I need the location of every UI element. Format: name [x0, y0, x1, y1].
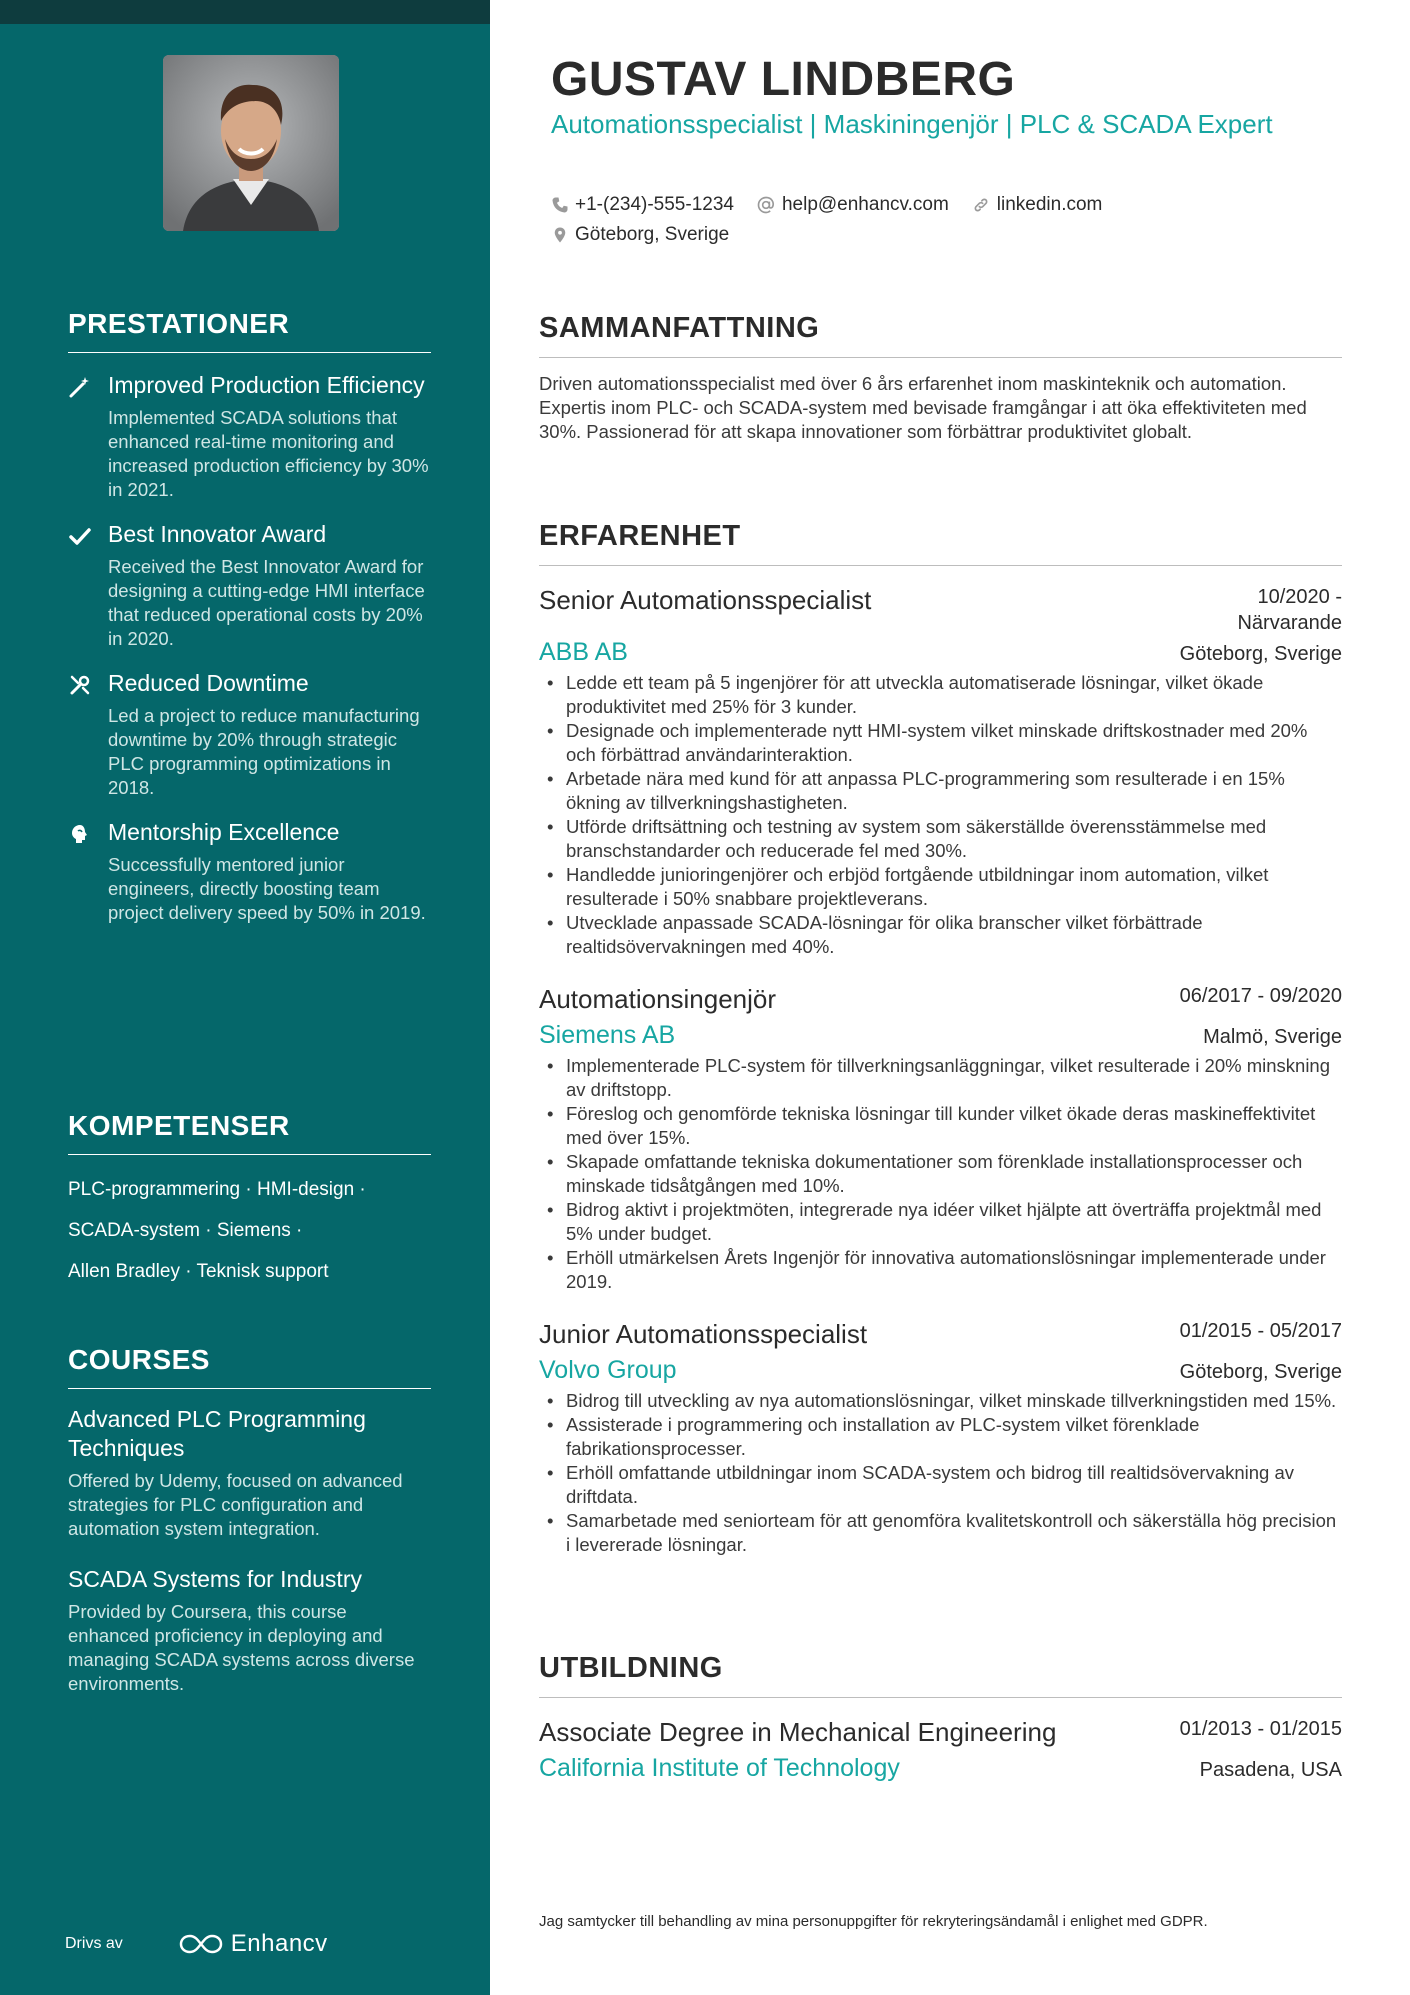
link-icon: [971, 195, 991, 215]
job-bullet: • Erhöll omfattande utbildningar inom SCADA-system och bidrog till realtidsövervakning av driftdata.: [539, 1461, 1342, 1509]
contact-row-location: [551, 224, 1251, 246]
course-title: SCADA Systems for Industry: [68, 1566, 362, 1592]
job-bullet: • Samarbetade med seniorteam för att genomföra kvalitetskontroll och säkerställa hög precision i levererade lösningar.: [539, 1509, 1342, 1557]
job-title: Junior Automationsspecialist: [539, 1319, 868, 1349]
achievement-item: [68, 818, 431, 925]
achievement-description: Led a project to reduce manufacturing downtime by 20% through strategic PLC programming optimizations in 2018.: [108, 705, 420, 798]
summary-section: [539, 312, 1342, 444]
job-date: 01/2015 - 05/2017: [1179, 1320, 1342, 1342]
gdpr-consent: Jag samtycker till behandling av mina personuppgifter för rekryteringsändamål i enlighet med GDPR.: [539, 1913, 1208, 1930]
summary-text: Driven automationsspecialist med över 6 års erfarenhet inom maskinteknik och automation. Expertis inom PLC- och SCADA-system med bevisade framgångar i att öka effektiviteten med 30%. Passionerad för att skapa innovationer som förbättrar produktivitet globalt.: [539, 373, 1307, 442]
sidebar: [0, 0, 490, 1995]
courses-section: [68, 1344, 431, 1696]
achievement-item: [68, 371, 431, 502]
location-text: Göteborg, Sverige: [575, 224, 730, 245]
job-bullet: • Assisterade i programmering och installation av PLC-system vilket förenklade fabrikationsprocesser.: [539, 1413, 1342, 1461]
education-section: [539, 1652, 1342, 1783]
achievement-title: Improved Production Efficiency: [108, 372, 425, 398]
avatar-illustration: [163, 55, 339, 231]
course-description: Offered by Udemy, focused on advanced strategies for PLC configuration and automation system integration.: [68, 1470, 403, 1539]
checkmark-icon: [68, 524, 92, 548]
skills-line: Allen Bradley · Teknisk support: [68, 1261, 329, 1282]
education-entry: [539, 1716, 1342, 1783]
skills-line: SCADA-system · Siemens ·: [68, 1220, 303, 1241]
job-bullet: • Handledde junioringenjörer och erbjöd fortgående utbildningar inom automation, vilket resulterade i 50% snabbare projektleverans.: [539, 863, 1342, 911]
job-bullets: [539, 671, 1342, 959]
tools-icon: [68, 673, 92, 697]
course-item: [68, 1565, 431, 1696]
brand-name: Enhancv: [230, 1930, 328, 1957]
skills-line: PLC-programmering · HMI-design ·: [68, 1179, 366, 1200]
skills-title: KOMPETENSER: [68, 1110, 431, 1155]
job-entry: [539, 983, 1342, 1294]
contact-phone[interactable]: [551, 194, 734, 216]
magic-wand-icon: [68, 375, 92, 399]
achievement-title: Reduced Downtime: [108, 670, 309, 696]
linkedin-text: linkedin.com: [996, 194, 1103, 215]
phone-icon: [551, 196, 569, 214]
job-bullets: [539, 1389, 1342, 1557]
summary-title: SAMMANFATTNING: [539, 312, 1342, 358]
contact-linkedin[interactable]: [971, 194, 1103, 216]
email-text: help@enhancv.com: [781, 194, 949, 215]
achievement-item: [68, 669, 431, 800]
job-entry: [539, 584, 1342, 959]
skills-list: [68, 1169, 431, 1292]
achievement-description: Successfully mentored junior engineers, directly boosting team project delivery speed by 50% in 2019.: [108, 854, 426, 923]
job-bullet: • Bidrog till utveckling av nya automationslösningar, vilket minskade tillverkningstiden med 15%.: [539, 1389, 1342, 1413]
job-location: Malmö, Sverige: [1203, 1026, 1342, 1048]
education-title: UTBILDNING: [539, 1652, 1342, 1698]
course-title: Advanced PLC Programming Techniques: [68, 1406, 366, 1461]
achievement-item: [68, 520, 431, 651]
phone-text: +1-(234)-555-1234: [575, 194, 734, 215]
achievement-title: Best Innovator Award: [108, 521, 327, 547]
achievement-description: Implemented SCADA solutions that enhanced real-time monitoring and increased production efficiency by 30% in 2021.: [108, 407, 429, 500]
skills-section: [68, 1110, 431, 1292]
education-date: 01/2013 - 01/2015: [1179, 1718, 1342, 1740]
candidate-headline: Automationsspecialist | Maskiningenjör | PLC & SCADA Expert: [551, 109, 1273, 139]
job-bullet: • Implementerade PLC-system för tillverkningsanläggningar, vilket resulterade i 20% minskning av driftstopp.: [539, 1054, 1342, 1102]
education-school: California Institute of Technology: [539, 1754, 900, 1782]
education-location: Pasadena, USA: [1199, 1759, 1342, 1781]
at-sign-icon: [756, 195, 776, 215]
achievement-title: Mentorship Excellence: [108, 819, 340, 845]
powered-by-label: Drivs av: [65, 1935, 123, 1952]
education-degree: Associate Degree in Mechanical Engineering: [539, 1717, 1057, 1747]
job-company: ABB AB: [539, 638, 628, 666]
job-bullet: • Designade och implementerade nytt HMI-system vilket minskade driftskostnader med 20% och förbättrad användarinteraktion.: [539, 719, 1342, 767]
achievements-section: [68, 308, 431, 925]
courses-title: COURSES: [68, 1344, 431, 1389]
job-bullet: • Utvecklade anpassade SCADA-lösningar för olika branscher vilket förbättrade realtidsövervakningen med 40%.: [539, 911, 1342, 959]
job-entry: [539, 1318, 1342, 1557]
job-bullet: • Ledde ett team på 5 ingenjörer för att utveckla automatiserade lösningar, vilket ökade produktivitet med 25% för 3 kunder.: [539, 671, 1342, 719]
job-company: Siemens AB: [539, 1021, 676, 1049]
course-description: Provided by Coursera, this course enhanced proficiency in deploying and managing SCADA systems across diverse environments.: [68, 1601, 415, 1694]
job-bullet: • Erhöll utmärkelsen Årets Ingenjör för innovativa automationslösningar implementerade under 2019.: [539, 1246, 1342, 1294]
job-location: Göteborg, Sverige: [1179, 643, 1342, 665]
brain-icon: [68, 822, 92, 846]
job-bullet: • Arbetade nära med kund för att anpassa PLC-programmering som resulterade i en 15% ökning av tillverkningshastigheten.: [539, 767, 1342, 815]
job-title: Automationsingenjör: [539, 984, 777, 1014]
experience-title: ERFARENHET: [539, 520, 1342, 566]
job-bullet: • Skapade omfattande tekniska dokumentationer som förenklade installationsprocesser och minskade tidsåtgången med 10%.: [539, 1150, 1342, 1198]
job-bullet: • Föreslog och genomförde tekniska lösningar till kunder vilket ökade deras maskineffektivitet med över 15%.: [539, 1102, 1342, 1150]
job-company: Volvo Group: [539, 1356, 677, 1384]
infinity-logo-icon: [179, 1933, 223, 1955]
sidebar-top-bar: [0, 0, 490, 24]
job-location: Göteborg, Sverige: [1179, 1361, 1342, 1383]
job-bullet: • Utförde driftsättning och testning av system som säkerställde överensstämmelse med branschstandarder och reducerade fel med 30%.: [539, 815, 1342, 863]
job-date: 06/2017 - 09/2020: [1179, 985, 1342, 1007]
contact-location: [551, 224, 729, 246]
course-item: [68, 1405, 431, 1541]
location-pin-icon: [551, 226, 569, 244]
candidate-name: GUSTAV LINDBERG: [551, 53, 1016, 106]
job-bullet: • Bidrog aktivt i projektmöten, integrerade nya idéer vilket hjälpte att överträffa projektmål med 5% under budget.: [539, 1198, 1342, 1246]
powered-by: [65, 1930, 328, 1958]
job-title: Senior Automationsspecialist: [539, 585, 872, 615]
contact-row: [551, 194, 1251, 216]
job-bullets: [539, 1054, 1342, 1294]
contact-email[interactable]: [756, 194, 949, 216]
profile-photo: [163, 55, 339, 231]
achievement-description: Received the Best Innovator Award for designing a cutting-edge HMI interface that reduced operational costs by 20% in 2020.: [108, 556, 425, 649]
achievements-title: PRESTATIONER: [68, 308, 431, 353]
brand-logo[interactable]: [179, 1930, 328, 1958]
job-date: 10/2020 - Närvarande: [1237, 586, 1342, 634]
experience-section: [539, 520, 1342, 1557]
